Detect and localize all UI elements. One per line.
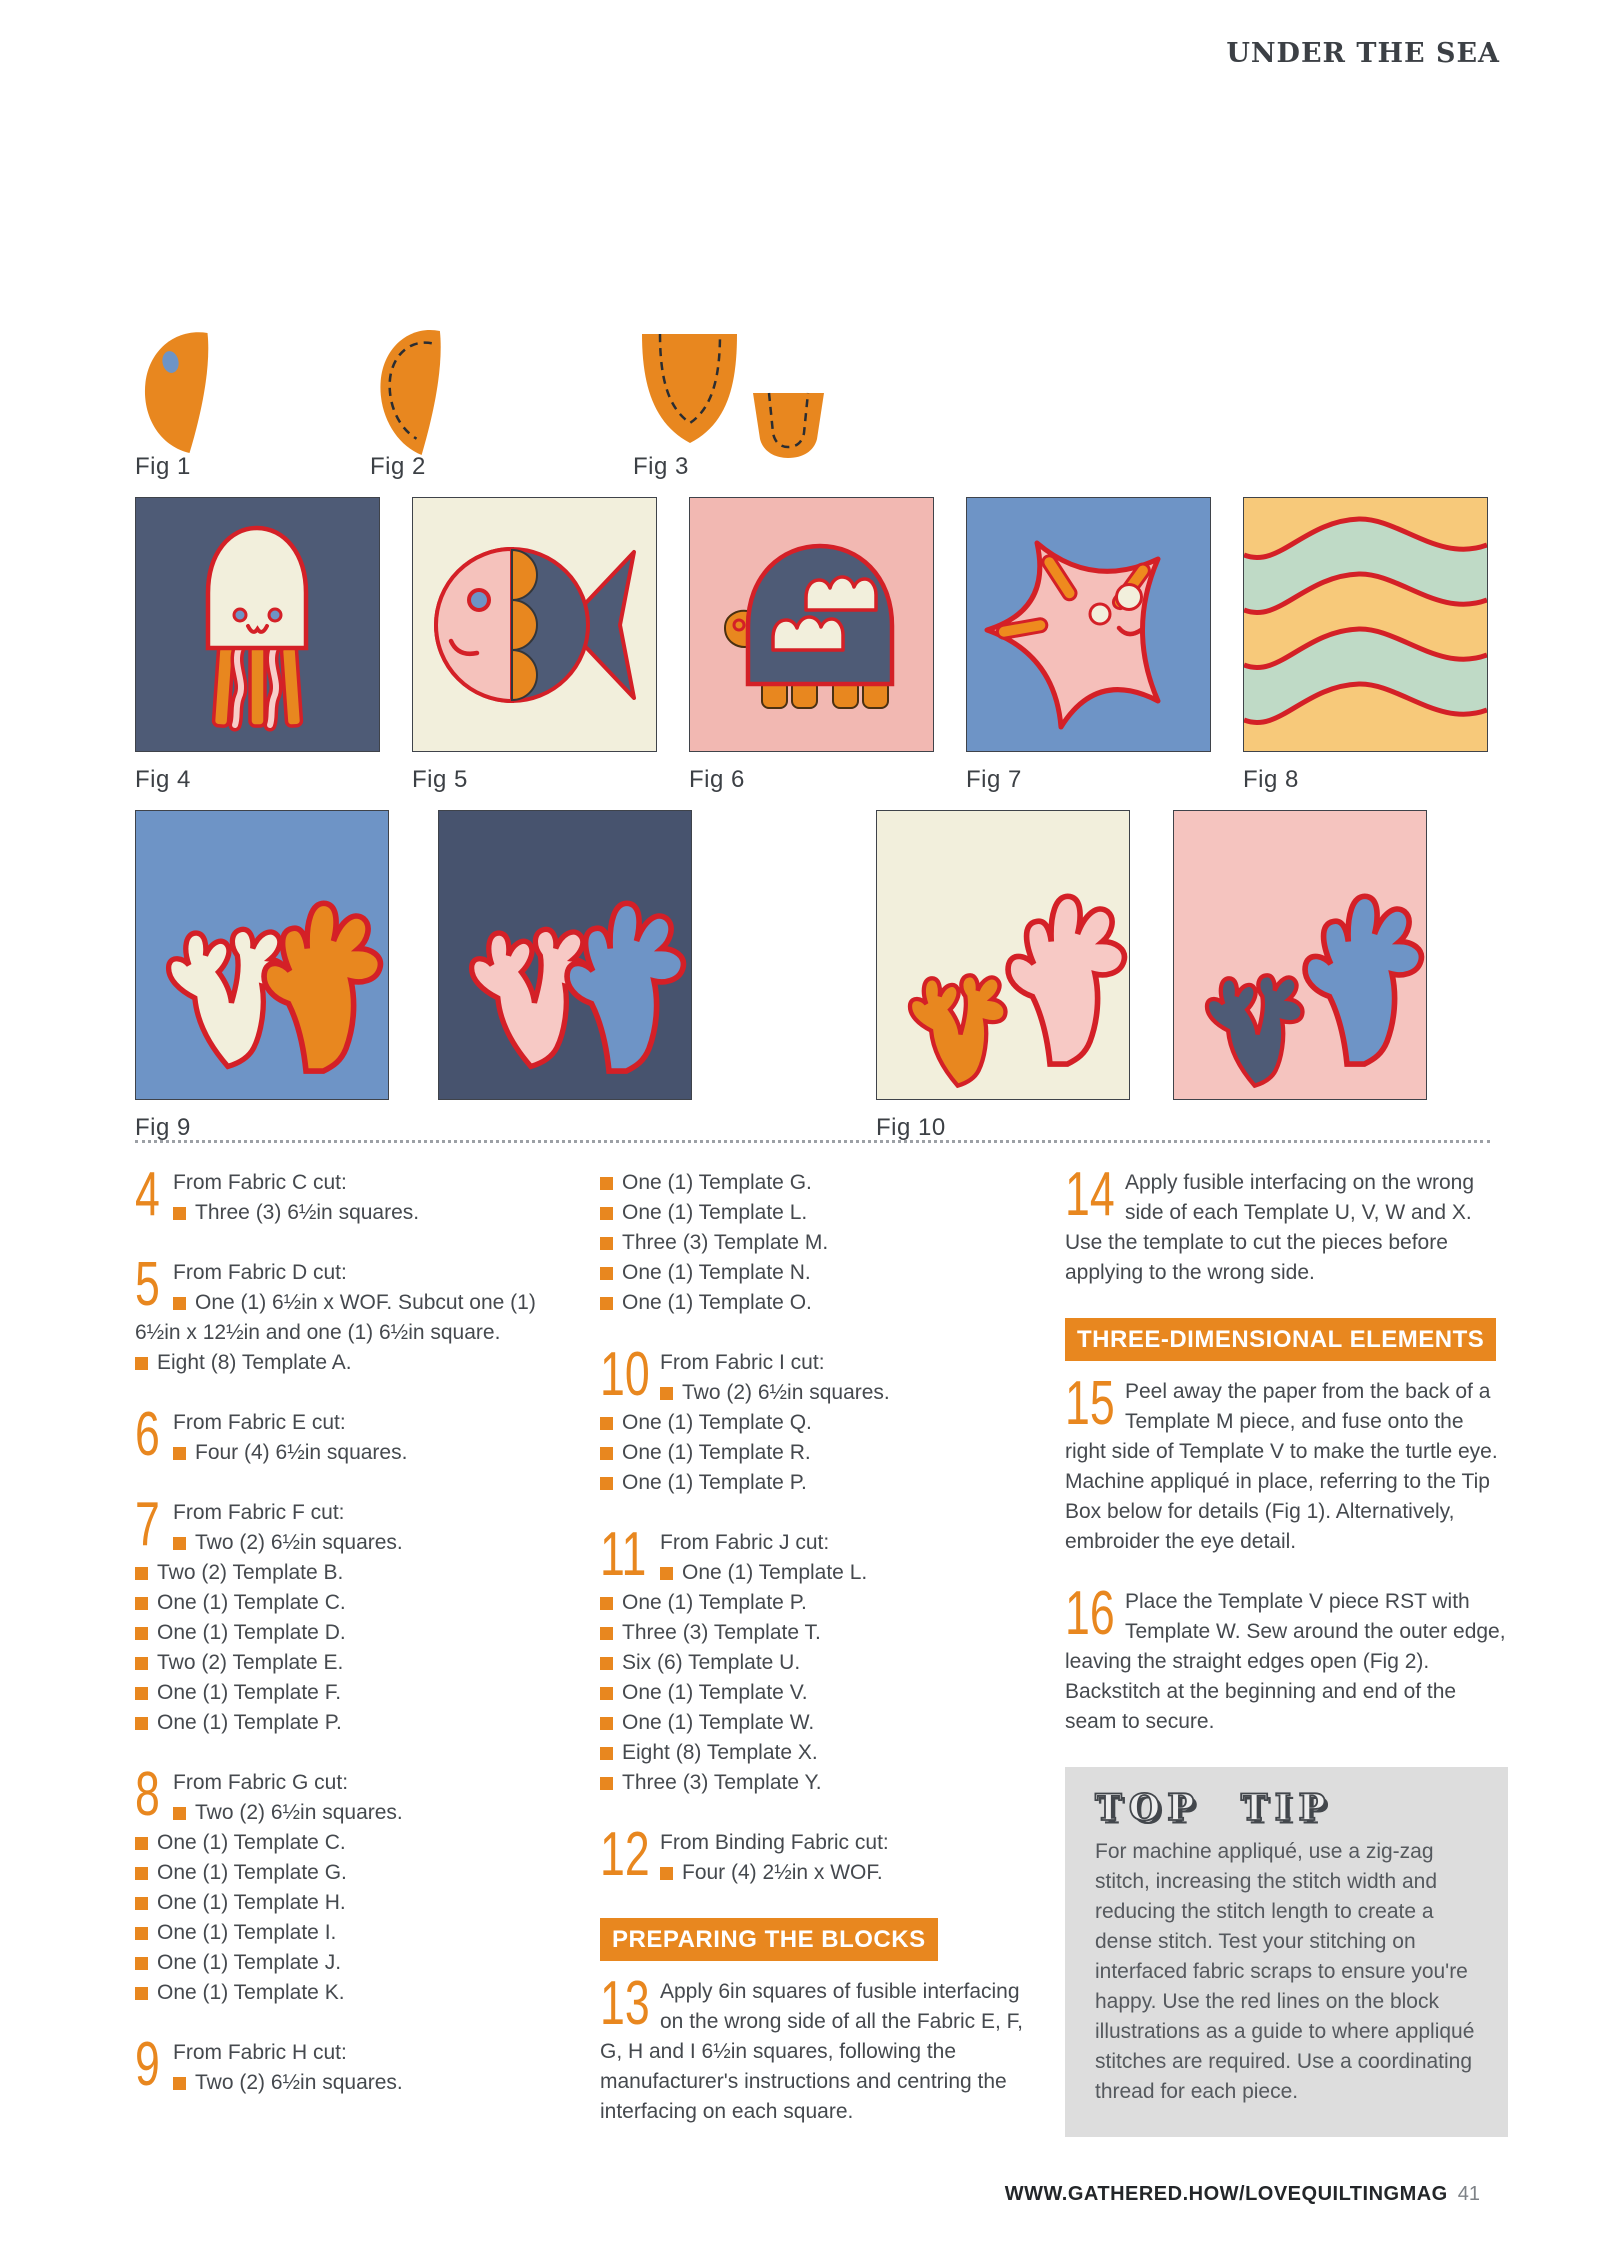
fig6-label: Fig 6 <box>689 766 745 793</box>
fig9-label: Fig 9 <box>135 1114 191 1141</box>
bullet-text: Eight (8) Template A. <box>157 1351 352 1374</box>
bullet-text: One (1) Template W. <box>622 1711 815 1734</box>
bullet-item <box>135 1198 575 1228</box>
fig2-label: Fig 2 <box>370 453 426 480</box>
fig1-label: Fig 1 <box>135 453 191 480</box>
bullet-square-icon <box>135 1717 148 1730</box>
bullet-square-icon <box>600 1207 613 1220</box>
bullet-text: Two (2) Template E. <box>157 1651 344 1674</box>
bullet-item <box>600 1648 1040 1678</box>
bullet-square-icon <box>600 1777 613 1790</box>
bullet-text: One (1) Template K. <box>157 1981 345 2004</box>
bullet-square-icon <box>600 1447 613 1460</box>
bullet-square-icon <box>660 1567 673 1580</box>
bullet-square-icon <box>600 1297 613 1310</box>
bullet-item <box>600 1198 1040 1228</box>
column-2 <box>600 1168 1040 2157</box>
block-figures-row-1 <box>135 497 1488 794</box>
step-intro: From Fabric G cut: <box>173 1771 349 1794</box>
step-number: 5 <box>135 1250 160 1319</box>
step-number: 8 <box>135 1760 160 1829</box>
page-footer <box>1005 2183 1480 2206</box>
bullet-square-icon <box>660 1387 673 1400</box>
bullet-text: Three (3) 6½in squares. <box>195 1201 420 1224</box>
fig8-cell <box>1243 497 1488 794</box>
bullet-square-icon <box>173 1537 186 1550</box>
top-tip-title: TOP TIP <box>1095 1787 1333 1829</box>
bullet-square-icon <box>173 1297 186 1310</box>
bullet-text: One (1) Template P. <box>622 1591 807 1614</box>
bullet-square-icon <box>135 1867 148 1880</box>
bullet-item <box>135 1918 575 1948</box>
bullet-square-icon <box>173 1447 186 1460</box>
teardrop-with-eye-icon <box>135 330 220 458</box>
bullet-text: Three (3) Template M. <box>622 1231 829 1254</box>
bullet-item <box>135 1528 575 1558</box>
step-intro: From Fabric J cut: <box>660 1531 830 1554</box>
step-number: 7 <box>135 1490 160 1559</box>
step-number: 13 <box>600 1969 650 2038</box>
step-text: Place the Template V piece RST with Template W. Sew around the outer edge, leaving the straight edges open (Fig 2). Backstitch at the beginning and end of the seam to secure. <box>1065 1590 1506 1733</box>
fig9-cell-a <box>135 810 389 1142</box>
step-16 <box>1065 1579 1508 1737</box>
bullet-square-icon <box>600 1657 613 1670</box>
page-number: 41 <box>1457 2183 1480 2205</box>
bullet-text: One (1) Template L. <box>622 1201 808 1224</box>
fig10-cell-b <box>1173 810 1427 1142</box>
fig7-cell <box>966 497 1211 794</box>
dotted-divider <box>135 1140 1490 1143</box>
section-heading-three-dimensional-elements: THREE-DIMENSIONAL ELEMENTS <box>1065 1318 1496 1361</box>
bullet-item <box>600 1408 1040 1438</box>
bullet-square-icon <box>600 1687 613 1700</box>
column-3 <box>1065 1160 1508 2157</box>
bullet-text: One (1) Template F. <box>157 1681 342 1704</box>
step-7 <box>135 1490 575 1738</box>
bullet-square-icon <box>135 1657 148 1670</box>
bullet-item <box>135 1558 575 1588</box>
bullet-item <box>600 1438 1040 1468</box>
bullet-square-icon <box>135 1987 148 2000</box>
bullet-square-icon <box>135 1927 148 1940</box>
bullet-text: Eight (8) Template X. <box>622 1741 818 1764</box>
bullet-text: Two (2) 6½in squares. <box>195 2071 403 2094</box>
bullet-text: Two (2) 6½in squares. <box>195 1531 403 1554</box>
fig7-label: Fig 7 <box>966 766 1022 793</box>
step-text: Apply fusible interfacing on the wrong side of each Template U, V, W and X. Use the template to cut the pieces before applying to the wrong side. <box>1065 1171 1475 1284</box>
step-intro: From Fabric F cut: <box>173 1501 345 1524</box>
bullet-square-icon <box>135 1957 148 1970</box>
bullet-square-icon <box>173 2077 186 2090</box>
bullet-item <box>135 1588 575 1618</box>
coral-block-blue-icon <box>135 810 389 1100</box>
step-text: Apply 6in squares of fusible interfacing on the wrong side of all the Fabric E, F, G, H and I 6½in squares, following the manufacturer's instructions and centring the interfacing on each square. <box>600 1980 1024 2123</box>
section-heading-preparing-the-blocks: PREPARING THE BLOCKS <box>600 1918 938 1961</box>
coral-block-cream-icon <box>876 810 1130 1100</box>
bullet-item <box>600 1228 1040 1258</box>
step-intro: From Fabric C cut: <box>173 1171 347 1194</box>
fig8-label: Fig 8 <box>1243 766 1299 793</box>
bullet-square-icon <box>135 1837 148 1850</box>
starfish-block-icon <box>966 497 1211 752</box>
turtle-block-icon <box>689 497 934 752</box>
waves-block-icon <box>1243 497 1488 752</box>
bullet-text: Two (2) 6½in squares. <box>682 1381 890 1404</box>
bullet-text: One (1) Template G. <box>622 1171 812 1194</box>
bullet-text: Three (3) Template T. <box>622 1621 821 1644</box>
bullet-item <box>600 1768 1040 1798</box>
bullet-square-icon <box>173 1807 186 1820</box>
top-tip-body: For machine appliqué, use a zig-zag stitch, increasing the stitch width and reducing the stitch length to create a dense stitch. Test your stitching on interfaced fabric scraps to ensure you're happy. Use the red lines on the block illustrations as a guide to where appliqué stitches are required. Use a coordinating thread for each piece. <box>1095 1840 1475 2103</box>
bullet-text: One (1) Template N. <box>622 1261 811 1284</box>
template-shapes-row <box>135 315 1035 485</box>
bullet-item <box>600 1168 1040 1198</box>
fig4-cell <box>135 497 380 794</box>
footer-url: WWW.GATHERED.HOW/LOVEQUILTINGMAG <box>1004 2183 1448 2205</box>
step-number: 15 <box>1065 1369 1115 1438</box>
bullet-item <box>135 1618 575 1648</box>
instructions-columns <box>135 1160 1508 2157</box>
bullet-item <box>135 1648 575 1678</box>
fig10-label: Fig 10 <box>876 1114 946 1141</box>
bullet-text: One (1) Template P. <box>157 1711 342 1734</box>
coral-block-navy-icon <box>438 810 692 1100</box>
jellyfish-block-icon <box>135 497 380 752</box>
teardrop-stitched-icon <box>370 327 458 459</box>
foot-template-icon <box>747 387 829 465</box>
bullet-item <box>600 1468 1040 1498</box>
bullet-square-icon <box>135 1567 148 1580</box>
bullet-square-icon <box>600 1597 613 1610</box>
page-title: UNDER THE SEA <box>1226 38 1500 69</box>
bullet-text: One (1) Template I. <box>157 1921 337 1944</box>
bullet-text: One (1) Template Q. <box>622 1411 812 1434</box>
step-9 <box>135 2030 575 2099</box>
step-5 <box>135 1250 575 1378</box>
bullet-item <box>135 1858 575 1888</box>
bullet-item <box>135 1978 575 2008</box>
bullet-item <box>135 2068 575 2098</box>
bullet-square-icon <box>600 1177 613 1190</box>
top-tip-box <box>1065 1767 1508 2137</box>
step-number: 16 <box>1065 1579 1115 1648</box>
bullet-square-icon <box>600 1717 613 1730</box>
bullet-text: Three (3) Template Y. <box>622 1771 822 1794</box>
step-4 <box>135 1160 575 1229</box>
bullet-square-icon <box>600 1627 613 1640</box>
step-number: 14 <box>1065 1160 1115 1229</box>
step-15 <box>1065 1369 1508 1557</box>
step-11 <box>600 1520 1040 1798</box>
bullet-square-icon <box>173 1207 186 1220</box>
bullet-text: One (1) Template D. <box>157 1621 346 1644</box>
step-intro: From Fabric E cut: <box>173 1411 346 1434</box>
coral-block-pink-icon <box>1173 810 1427 1100</box>
bullet-square-icon <box>135 1687 148 1700</box>
bullet-text: One (1) Template J. <box>157 1951 342 1974</box>
bullet-text: One (1) Template C. <box>157 1591 346 1614</box>
fig5-cell <box>412 497 657 794</box>
bullet-item <box>135 1888 575 1918</box>
bullet-text: One (1) Template R. <box>622 1441 811 1464</box>
bullet-text: Four (4) 6½in squares. <box>195 1441 408 1464</box>
bullet-text: One (1) Template G. <box>157 1861 347 1884</box>
bullet-item <box>600 1678 1040 1708</box>
step-intro: From Fabric D cut: <box>173 1261 347 1284</box>
bullet-item <box>135 1948 575 1978</box>
bullet-item <box>135 1798 575 1828</box>
bullet-square-icon <box>600 1747 613 1760</box>
step-number: 9 <box>135 2030 160 2099</box>
column-1 <box>135 1160 575 2157</box>
bullet-item <box>135 1708 575 1738</box>
step-number: 12 <box>600 1820 650 1889</box>
bullet-item <box>600 1858 1040 1888</box>
fig9-cell-b <box>438 810 692 1142</box>
step-13 <box>600 1969 1040 2127</box>
bullet-item <box>135 1288 575 1348</box>
bullet-text: One (1) Template H. <box>157 1891 346 1914</box>
bullet-text: Two (2) Template B. <box>157 1561 344 1584</box>
step-8 <box>135 1760 575 2008</box>
step-6 <box>135 1400 575 1469</box>
bullet-item <box>600 1558 1040 1588</box>
fig5-label: Fig 5 <box>412 766 468 793</box>
bullet-item <box>135 1678 575 1708</box>
bullet-text: One (1) Template C. <box>157 1831 346 1854</box>
step-number: 6 <box>135 1400 160 1469</box>
fish-block-icon <box>412 497 657 752</box>
fig10-cell-a <box>876 810 1130 1142</box>
bullet-text: One (1) Template V. <box>622 1681 808 1704</box>
bullet-item <box>600 1738 1040 1768</box>
step-number: 11 <box>600 1520 647 1589</box>
bullet-square-icon <box>135 1627 148 1640</box>
bullet-item <box>600 1588 1040 1618</box>
bullet-item <box>135 1828 575 1858</box>
bullet-square-icon <box>135 1897 148 1910</box>
fig4-label: Fig 4 <box>135 766 191 793</box>
bullet-text: One (1) 6½in x WOF. Subcut one (1) 6½in x 12½in and one (1) 6½in square. <box>135 1291 536 1344</box>
bullet-item <box>600 1378 1040 1408</box>
bullet-text: Six (6) Template U. <box>622 1651 801 1674</box>
step-intro: From Fabric I cut: <box>660 1351 825 1374</box>
fig6-cell <box>689 497 934 794</box>
step-text: Peel away the paper from the back of a Template M piece, and fuse onto the right side of Template V to make the turtle eye. Machine appliqué in place, referring to the Tip Box below for details (Fig 1). Alternatively, embroider the eye detail. <box>1065 1380 1498 1553</box>
step-14 <box>1065 1160 1508 1288</box>
carryover-bullets <box>600 1168 1040 1318</box>
step-intro: From Binding Fabric cut: <box>660 1831 889 1854</box>
bullet-item <box>135 1348 575 1378</box>
fig3-label: Fig 3 <box>633 453 689 480</box>
step-intro: From Fabric H cut: <box>173 2041 347 2064</box>
bullet-item <box>135 1438 575 1468</box>
fin-template-icon <box>633 330 745 448</box>
step-10 <box>600 1340 1040 1498</box>
bullet-square-icon <box>600 1417 613 1430</box>
bullet-square-icon <box>135 1357 148 1370</box>
bullet-square-icon <box>135 1597 148 1610</box>
step-12 <box>600 1820 1040 1889</box>
bullet-square-icon <box>600 1477 613 1490</box>
bullet-text: One (1) Template O. <box>622 1291 812 1314</box>
bullet-text: Two (2) 6½in squares. <box>195 1801 403 1824</box>
bullet-square-icon <box>600 1267 613 1280</box>
bullet-item <box>600 1618 1040 1648</box>
block-figures-row-2 <box>135 810 1427 1142</box>
step-number: 4 <box>135 1160 160 1229</box>
bullet-square-icon <box>660 1867 673 1880</box>
bullet-item <box>600 1708 1040 1738</box>
bullet-item <box>600 1288 1040 1318</box>
bullet-item <box>600 1258 1040 1288</box>
bullet-square-icon <box>600 1237 613 1250</box>
bullet-text: One (1) Template P. <box>622 1471 807 1494</box>
bullet-text: One (1) Template L. <box>682 1561 868 1584</box>
step-number: 10 <box>600 1340 650 1409</box>
bullet-text: Four (4) 2½in x WOF. <box>682 1861 883 1884</box>
